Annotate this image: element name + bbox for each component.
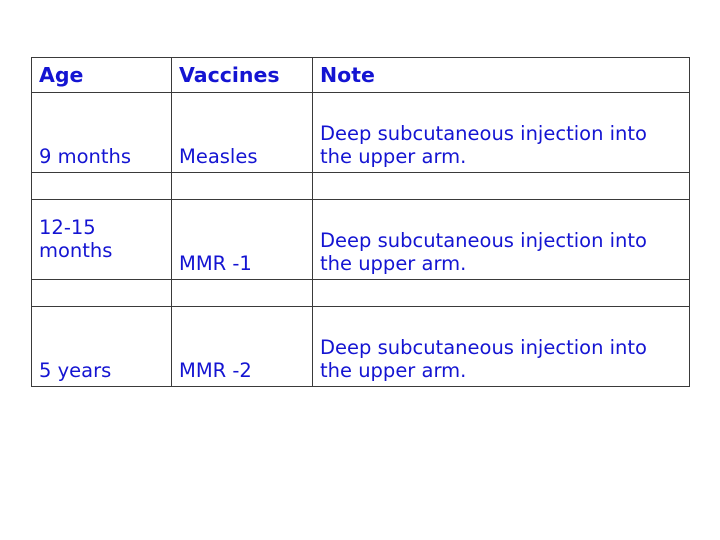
cell-age-empty [32, 173, 172, 200]
cell-age-empty [32, 280, 172, 307]
column-header-age: Age [32, 58, 172, 93]
table-row [32, 307, 690, 387]
table-row [32, 200, 690, 280]
table-header [32, 58, 690, 93]
table-body [32, 93, 690, 387]
cell-note: Deep subcutaneous injection into the upper arm. [313, 200, 690, 280]
cell-note: Deep subcutaneous injection into the upper arm. [313, 307, 690, 387]
cell-age: 9 months [32, 93, 172, 173]
cell-vaccine-empty [172, 173, 313, 200]
cell-note: Deep subcutaneous injection into the upper arm. [313, 93, 690, 173]
cell-vaccine: Measles [172, 93, 313, 173]
cell-age: 12-15 months [32, 200, 172, 280]
cell-vaccine-empty [172, 280, 313, 307]
vaccination-schedule-table-wrapper [31, 57, 689, 387]
cell-age: 5 years [32, 307, 172, 387]
column-header-vaccines: Vaccines [172, 58, 313, 93]
cell-vaccine: MMR -2 [172, 307, 313, 387]
table-spacer-row [32, 280, 690, 307]
table-spacer-row [32, 173, 690, 200]
table-header-row [32, 58, 690, 93]
vaccination-schedule-table [31, 57, 690, 387]
cell-note-empty [313, 173, 690, 200]
table-row [32, 93, 690, 173]
cell-note-empty [313, 280, 690, 307]
column-header-note: Note [313, 58, 690, 93]
cell-vaccine: MMR -1 [172, 200, 313, 280]
